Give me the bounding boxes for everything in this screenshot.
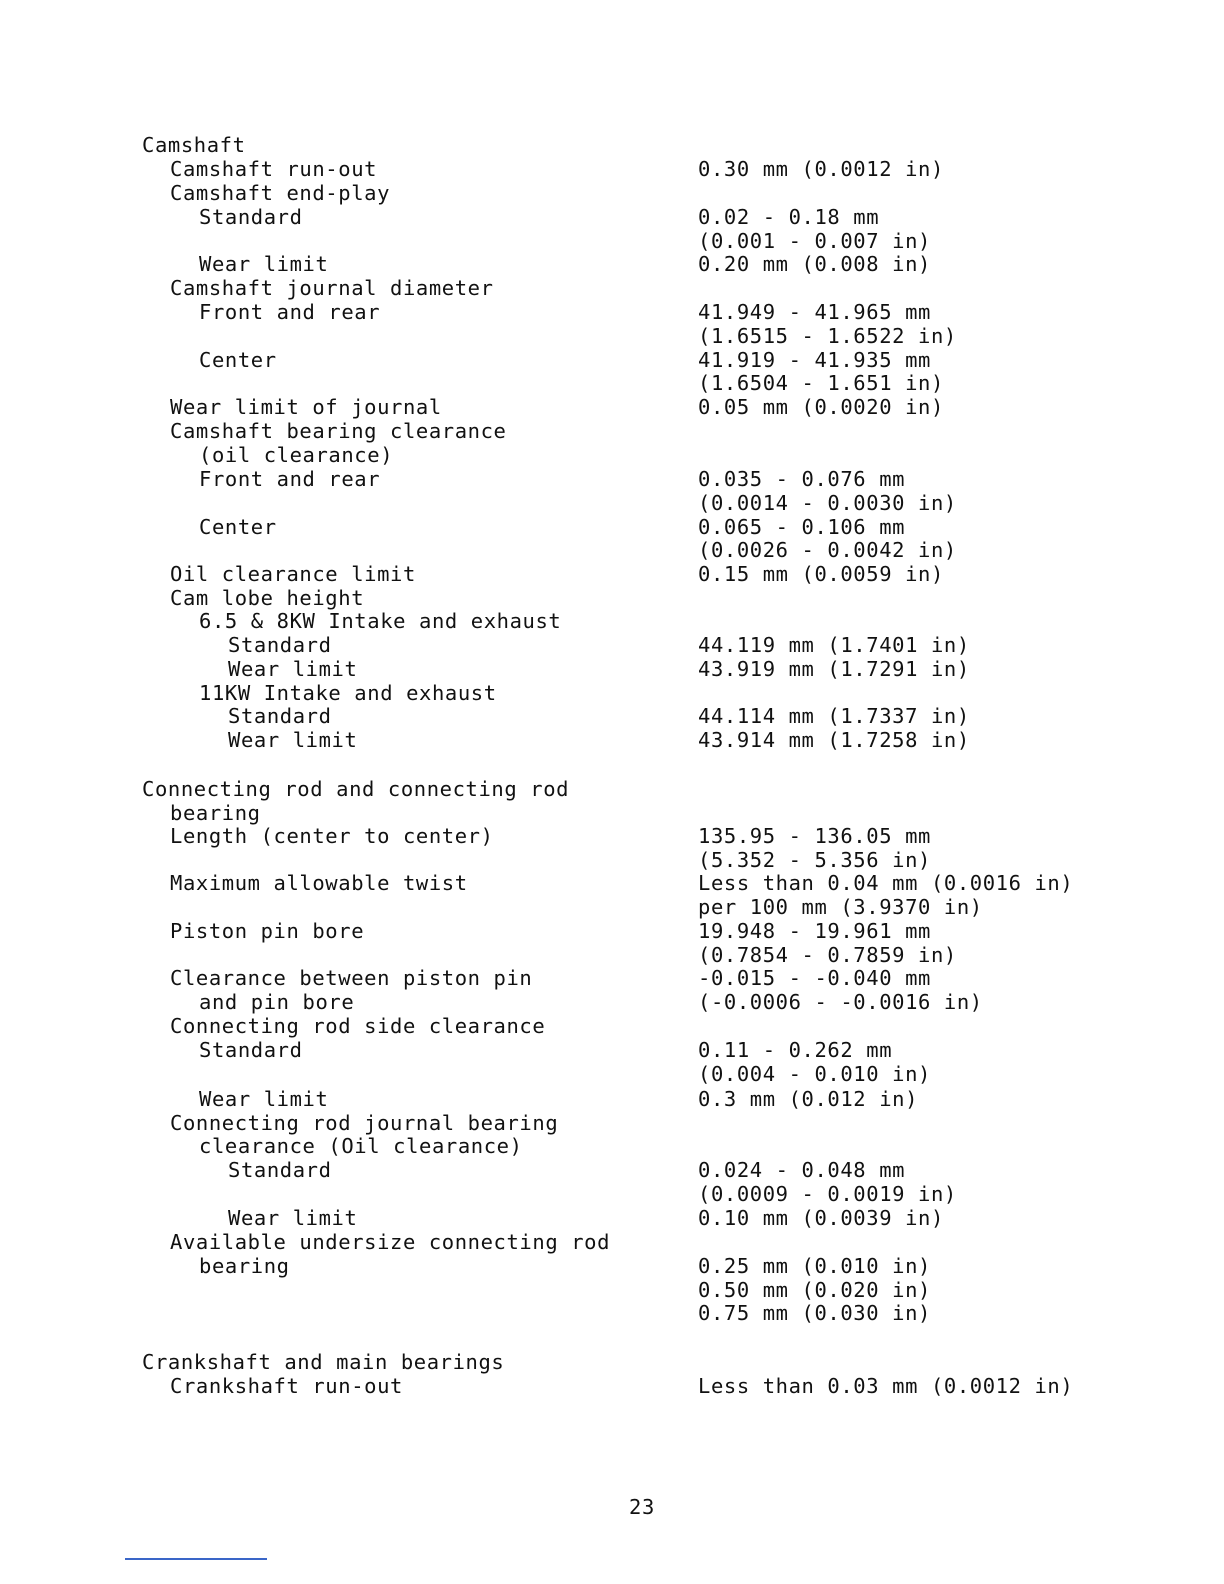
spec-label: Standard (199, 205, 303, 229)
spec-value: 0.10 mm (0.0039 in) (698, 1206, 944, 1230)
spec-label: 6.5 & 8KW Intake and exhaust (199, 609, 562, 633)
spec-label: (oil clearance) (199, 443, 394, 467)
spec-value: Less than 0.03 mm (0.0012 in) (698, 1374, 1074, 1398)
spec-value: 0.75 mm (0.030 in) (698, 1301, 931, 1325)
spec-label: Center (199, 515, 277, 539)
spec-label: Connecting rod side clearance (170, 1014, 546, 1038)
spec-label: Standard (228, 704, 332, 728)
spec-value: 44.114 mm (1.7337 in) (698, 704, 970, 728)
spec-label: Front and rear (199, 300, 381, 324)
spec-value: 0.30 mm (0.0012 in) (698, 157, 944, 181)
spec-label: Wear limit (199, 252, 329, 276)
spec-value: (0.004 - 0.010 in) (698, 1062, 931, 1086)
spec-label: Camshaft end-play (170, 181, 391, 205)
spec-value: 0.11 - 0.262 mm (698, 1038, 893, 1062)
spec-value: 0.50 mm (0.020 in) (698, 1278, 931, 1302)
spec-value: 41.919 - 41.935 mm (698, 348, 931, 372)
spec-label: Length (center to center) (170, 824, 494, 848)
spec-value: (1.6515 - 1.6522 in) (698, 324, 957, 348)
spec-value: 0.3 mm (0.012 in) (698, 1087, 919, 1111)
spec-label: bearing (170, 801, 261, 825)
spec-label: Camshaft journal diameter (170, 276, 494, 300)
spec-value: (0.0026 - 0.0042 in) (698, 538, 957, 562)
spec-label: Center (199, 348, 277, 372)
spec-value: (0.0009 - 0.0019 in) (698, 1182, 957, 1206)
footer-rule (125, 1558, 267, 1560)
spec-value: 0.02 - 0.18 mm (698, 205, 880, 229)
spec-value: 43.919 mm (1.7291 in) (698, 657, 970, 681)
spec-value: 0.05 mm (0.0020 in) (698, 395, 944, 419)
spec-label: Wear limit (199, 1087, 329, 1111)
spec-label: clearance (Oil clearance) (199, 1134, 523, 1158)
spec-label: Standard (228, 1158, 332, 1182)
spec-value: (0.001 - 0.007 in) (698, 229, 931, 253)
spec-label: 11KW Intake and exhaust (199, 681, 497, 705)
spec-value: 0.25 mm (0.010 in) (698, 1254, 931, 1278)
spec-value: -0.015 - -0.040 mm (698, 966, 931, 990)
spec-label: Standard (228, 633, 332, 657)
spec-label: Connecting rod journal bearing (170, 1111, 559, 1135)
spec-label: Clearance between piston pin (170, 966, 533, 990)
spec-value: 0.035 - 0.076 mm (698, 467, 906, 491)
spec-value: (0.0014 - 0.0030 in) (698, 491, 957, 515)
spec-label: Standard (199, 1038, 303, 1062)
spec-label: bearing (199, 1254, 290, 1278)
spec-label: Crankshaft run-out (170, 1374, 403, 1398)
section-heading-camshaft: Camshaft (142, 133, 246, 157)
spec-label: and pin bore (199, 990, 355, 1014)
spec-value: 19.948 - 19.961 mm (698, 919, 931, 943)
spec-label: Camshaft run-out (170, 157, 378, 181)
spec-label: Wear limit of journal (170, 395, 442, 419)
spec-value: (5.352 - 5.356 in) (698, 848, 931, 872)
spec-label: Oil clearance limit (170, 562, 416, 586)
spec-label: Wear limit (228, 728, 358, 752)
spec-label: Piston pin bore (170, 919, 365, 943)
spec-value: (1.6504 - 1.651 in) (698, 371, 944, 395)
spec-value: per 100 mm (3.9370 in) (698, 895, 983, 919)
spec-value: 44.119 mm (1.7401 in) (698, 633, 970, 657)
spec-value: 0.20 mm (0.008 in) (698, 252, 931, 276)
spec-value: 0.065 - 0.106 mm (698, 515, 906, 539)
spec-value: 43.914 mm (1.7258 in) (698, 728, 970, 752)
section-heading-connecting-rod: Connecting rod and connecting rod (142, 777, 570, 801)
spec-value: 0.15 mm (0.0059 in) (698, 562, 944, 586)
spec-value: (-0.0006 - -0.0016 in) (698, 990, 983, 1014)
spec-value: Less than 0.04 mm (0.0016 in) (698, 871, 1074, 895)
spec-label: Camshaft bearing clearance (170, 419, 507, 443)
section-heading-crankshaft: Crankshaft and main bearings (142, 1350, 505, 1374)
spec-label: Wear limit (228, 1206, 358, 1230)
spec-label: Cam lobe height (170, 586, 365, 610)
spec-value: 135.95 - 136.05 mm (698, 824, 931, 848)
spec-label: Available undersize connecting rod (170, 1230, 611, 1254)
spec-label: Maximum allowable twist (170, 871, 468, 895)
spec-label: Wear limit (228, 657, 358, 681)
page-number: 23 (629, 1495, 655, 1519)
spec-value: 41.949 - 41.965 mm (698, 300, 931, 324)
spec-value: (0.7854 - 0.7859 in) (698, 943, 957, 967)
spec-label: Front and rear (199, 467, 381, 491)
spec-value: 0.024 - 0.048 mm (698, 1158, 906, 1182)
